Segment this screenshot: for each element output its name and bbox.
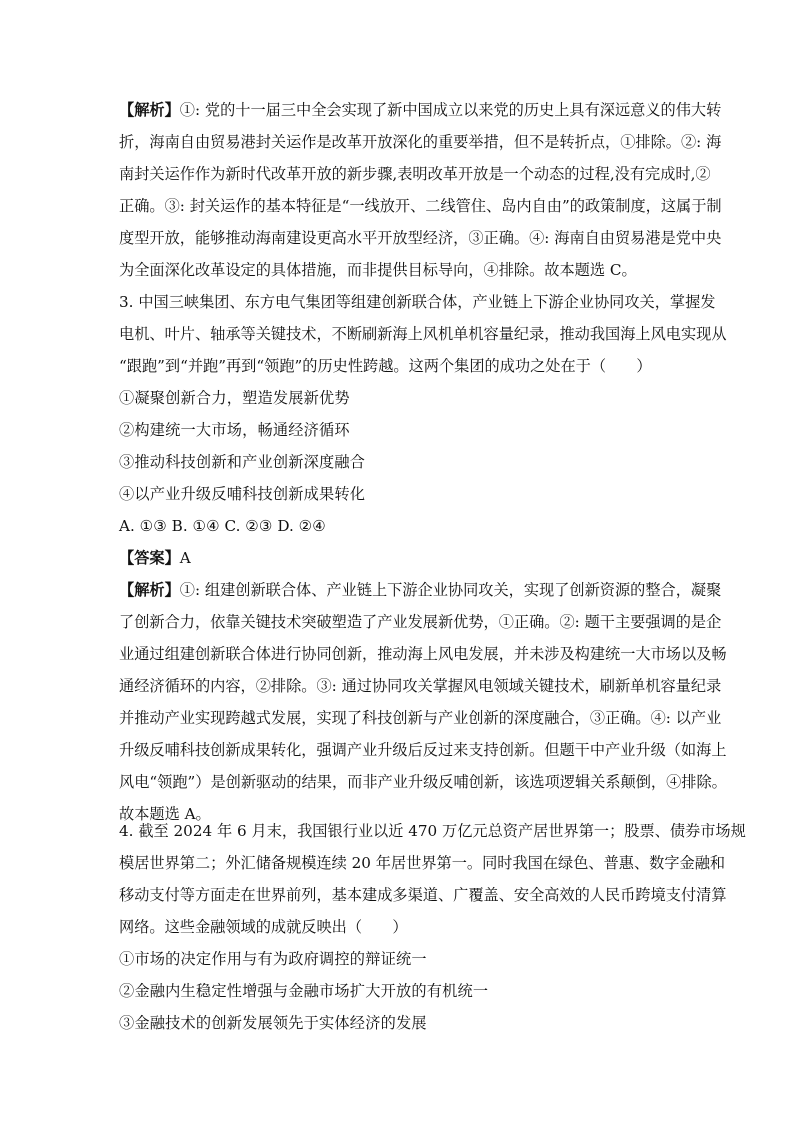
question-4-stem-line: 4. 截至 2024 年 6 月末，我国银行业以近 470 万亿元总资产居世界第一；股票、债券市场规 (119, 822, 746, 840)
analysis-q2-line: 折，海南自由贸易港封关运作是改革开放深化的重要举措，但不是转折点，①排除。②: 海 (119, 133, 722, 151)
question-3-analysis-line: 【解析】①: 组建创新联合体、产业链上下游企业协同攻关，实现了创新资源的整合，凝聚 (119, 581, 722, 599)
question-4-stem-line: 模居世界第二；外汇储备规模连续 20 年居世界第一。同时我国在绿色、普惠、数字金融和 (119, 854, 726, 872)
analysis-q2-line: 南封关运作作为新时代改革开放的新步骤,表明改革开放是一个动态的过程,没有完成时,② (119, 165, 711, 183)
question-3-option: ①凝聚创新合力，塑造发展新优势 (119, 389, 350, 407)
question-3-stem-line: 3. 中国三峡集团、东方电气集团等组建创新联合体，产业链上下游企业协同攻关，掌握发 (119, 293, 716, 311)
question-4 (119, 815, 746, 1039)
question-3-analysis-line: 并推动产业实现跨越式发展，实现了科技创新与产业创新的深度融合，③正确。④: 以产业 (119, 709, 722, 727)
question-3-analysis-line: 通经济循环的内容，②排除。③: 通过协同攻关掌握风电领域关键技术，刷新单机容量纪录 (119, 677, 722, 695)
question-3 (119, 286, 727, 830)
question-3-option: ②构建统一大市场，畅通经济循环 (119, 421, 350, 439)
question-4-option: ③金融技术的创新发展领先于实体经济的发展 (119, 1014, 427, 1032)
section-tag: 【答案】 (119, 549, 180, 567)
question-3-option: ④以产业升级反哺科技创新成果转化 (119, 485, 366, 503)
question-3-analysis-line: 故本题选 A。 (119, 805, 211, 823)
question-3-option: ③推动科技创新和产业创新深度融合 (119, 453, 366, 471)
question-4-option: ②金融内生稳定性增强与金融市场扩大开放的有机统一 (119, 982, 489, 1000)
analysis-q2-line: 【解析】①: 党的十一届三中全会实现了新中国成立以来党的历史上具有深远意义的伟大转 (119, 101, 722, 119)
question-4-stem-line: 移动支付等方面走在世界前列，基本建成多渠道、广覆盖、安全高效的人民币跨境支付清算 (119, 886, 727, 904)
analysis-q2-line: 正确。③: 封关运作的基本特征是“一线放开、二线管住、岛内自由”的政策制度，这属于制 (119, 197, 722, 215)
question-3-stem-line: 电机、叶片、轴承等关键技术，不断刷新海上风机单机容量纪录，推动我国海上风电实现从 (119, 325, 727, 343)
question-3-analysis-line: 业通过组建创新联合体进行协同创新，推动海上风电发展，并未涉及构建统一大市场以及畅 (119, 645, 727, 663)
question-3-answer: 【答案】A (119, 549, 191, 567)
question-3-stem-line: “跟跑”到“并跑”再到“领跑”的历史性跨越。这两个集团的成功之处在于（ ） (119, 357, 652, 375)
question-4-stem-line: 网络。这些金融领域的成就反映出（ ） (119, 918, 408, 936)
section-tag: 【解析】 (119, 101, 180, 119)
question-3-choices: A. ①③ B. ①④ C. ②③ D. ②④ (119, 517, 326, 535)
analysis-q2 (119, 94, 722, 286)
analysis-q2-line: 度型开放，能够推动海南建设更高水平开放型经济，③正确。④: 海南自由贸易港是党中央 (119, 229, 722, 247)
question-3-analysis-line: 了创新合力，依靠关键技术突破塑造了产业发展新优势，①正确。②: 题干主要强调的是企 (119, 613, 722, 631)
question-3-analysis-line: 风电“领跑”）是创新驱动的结果，而非产业升级反哺创新，该选项逻辑关系颠倒，④排除。 (119, 773, 727, 791)
section-tag: 【解析】 (119, 581, 180, 599)
question-3-analysis-line: 升级反哺科技创新成果转化，强调产业升级后反过来支持创新。但题干中产业升级（如海上 (119, 741, 727, 759)
question-4-option: ①市场的决定作用与有为政府调控的辩证统一 (119, 950, 427, 968)
analysis-q2-line: 为全面深化改革设定的具体措施，而非提供目标导向，④排除。故本题选 C。 (119, 261, 637, 279)
